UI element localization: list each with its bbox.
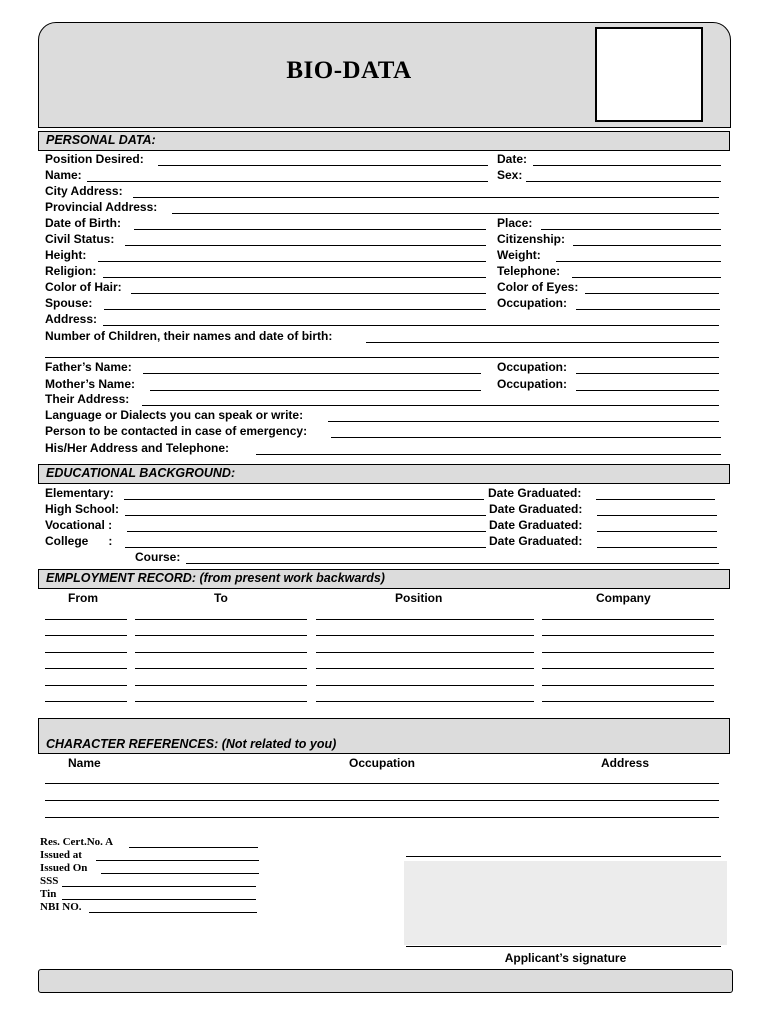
label-weight: Weight: (497, 248, 541, 262)
employment-cell-r4-c4[interactable] (542, 668, 714, 669)
label-emergency: Person to be contacted in case of emergency: (45, 424, 308, 438)
field-city-address[interactable] (133, 197, 719, 198)
label-color-of-hair: Color of Hair: (45, 280, 122, 294)
field-name[interactable] (87, 181, 488, 182)
employment-cell-r1-c3[interactable] (316, 619, 534, 620)
label-fathers-name: Father’s Name: (45, 360, 132, 374)
section-character-references: CHARACTER REFERENCES: (Not related to you) (38, 718, 730, 754)
field-provincial-address[interactable] (172, 213, 719, 214)
label-elem-date-graduated: Date Graduated: (488, 486, 582, 500)
col-company: Company (596, 591, 651, 605)
label-language: Language or Dialects you can speak or write: (45, 408, 304, 422)
employment-cell-r6-c3[interactable] (316, 701, 534, 702)
section-educational-background: EDUCATIONAL BACKGROUND: (38, 464, 730, 484)
employment-cell-r2-c3[interactable] (316, 635, 534, 636)
employment-cell-r5-c3[interactable] (316, 685, 534, 686)
employment-cell-r2-c2[interactable] (135, 635, 307, 636)
label-father-occupation: Occupation: (497, 360, 568, 374)
ref-line-3[interactable] (45, 817, 719, 818)
field-height[interactable] (98, 261, 486, 262)
employment-cell-r5-c2[interactable] (135, 685, 307, 686)
field-college[interactable] (125, 547, 486, 548)
field-vocational[interactable] (127, 531, 486, 532)
label-voc-date-graduated: Date Graduated: (489, 518, 583, 532)
employment-cell-r1-c4[interactable] (542, 619, 714, 620)
field-elementary[interactable] (124, 499, 484, 500)
field-tin[interactable] (62, 899, 256, 900)
col-from: From (68, 591, 98, 605)
label-high-school: High School: (45, 502, 119, 516)
signature-line[interactable] (406, 946, 721, 947)
employment-cell-r4-c2[interactable] (135, 668, 307, 669)
label-height: Height: (45, 248, 87, 262)
employment-cell-r6-c1[interactable] (45, 701, 127, 702)
employment-cell-r1-c2[interactable] (135, 619, 307, 620)
label-course: Course: (135, 550, 181, 564)
employment-cell-r1-c1[interactable] (45, 619, 127, 620)
label-city-address: City Address: (45, 184, 123, 198)
label-civil-status: Civil Status: (45, 232, 115, 246)
signature-top-line[interactable] (406, 856, 721, 857)
label-place: Place: (497, 216, 533, 230)
field-address[interactable] (103, 325, 719, 326)
field-children[interactable] (366, 342, 719, 343)
page-title: BIO-DATA (286, 57, 412, 84)
label-spouse-occupation: Occupation: (497, 296, 568, 310)
field-nbi[interactable] (89, 912, 257, 913)
label-mother-occupation: Occupation: (497, 377, 568, 391)
ref-line-2[interactable] (45, 800, 719, 801)
field-spouse[interactable] (104, 309, 486, 310)
label-res-cert: Res. Cert.No. A (40, 836, 114, 848)
label-date: Date: (497, 152, 528, 166)
photo-box[interactable] (595, 27, 703, 122)
field-children-cont[interactable] (45, 357, 719, 358)
employment-cell-r5-c4[interactable] (542, 685, 714, 686)
label-tin: Tin (40, 888, 57, 900)
field-fathers-name[interactable] (143, 373, 481, 374)
label-color-of-eyes: Color of Eyes: (497, 280, 579, 294)
employment-cell-r3-c1[interactable] (45, 652, 127, 653)
field-res-cert[interactable] (129, 847, 258, 848)
label-hs-date-graduated: Date Graduated: (489, 502, 583, 516)
label-provincial-address: Provincial Address: (45, 200, 158, 214)
employment-cell-r6-c4[interactable] (542, 701, 714, 702)
employment-cell-r2-c4[interactable] (542, 635, 714, 636)
field-language[interactable] (328, 421, 719, 422)
col-ref-name: Name (68, 756, 101, 770)
field-position-desired[interactable] (158, 165, 488, 166)
field-date-of-birth[interactable] (134, 229, 486, 230)
label-their-address: Their Address: (45, 392, 130, 406)
label-vocational: Vocational : (45, 518, 113, 532)
field-issued-on[interactable] (101, 873, 259, 874)
field-their-address[interactable] (142, 405, 719, 406)
label-spouse: Spouse: (45, 296, 93, 310)
field-civil-status[interactable] (125, 245, 486, 246)
label-address: Address: (45, 312, 98, 326)
label-his-her-address: His/Her Address and Telephone: (45, 441, 230, 455)
employment-cell-r4-c1[interactable] (45, 668, 127, 669)
section-personal-data: PERSONAL DATA: (38, 131, 730, 151)
field-course[interactable] (186, 563, 719, 564)
field-voc-date-graduated[interactable] (597, 531, 717, 532)
field-his-her-address[interactable] (256, 454, 721, 455)
label-date-of-birth: Date of Birth: (45, 216, 121, 230)
footer-bar (38, 969, 733, 993)
field-mother-occupation[interactable] (576, 390, 719, 391)
employment-cell-r6-c2[interactable] (135, 701, 307, 702)
label-citizenship: Citizenship: (497, 232, 565, 246)
label-issued-on: Issued On (40, 862, 88, 874)
col-to: To (214, 591, 228, 605)
field-hs-date-graduated[interactable] (597, 515, 717, 516)
label-religion: Religion: (45, 264, 97, 278)
header-banner (38, 22, 731, 128)
label-children: Number of Children, their names and date of birth: (45, 329, 333, 343)
field-telephone[interactable] (572, 277, 721, 278)
label-mothers-name: Mother’s Name: (45, 377, 136, 391)
employment-cell-r2-c1[interactable] (45, 635, 127, 636)
field-mothers-name[interactable] (150, 390, 481, 391)
label-elementary: Elementary: (45, 486, 114, 500)
col-position: Position (395, 591, 443, 605)
field-emergency[interactable] (331, 437, 721, 438)
label-sex: Sex: (497, 168, 523, 182)
field-sex[interactable] (526, 181, 721, 182)
field-place[interactable] (541, 229, 721, 230)
employment-cell-r5-c1[interactable] (45, 685, 127, 686)
signature-box[interactable] (404, 861, 727, 945)
field-religion[interactable] (103, 277, 486, 278)
field-college-date-graduated[interactable] (597, 547, 717, 548)
field-issued-at[interactable] (96, 860, 259, 861)
label-nbi: NBI NO. (40, 901, 82, 913)
field-color-of-hair[interactable] (131, 293, 486, 294)
ref-line-1[interactable] (45, 783, 719, 784)
employment-cell-r3-c2[interactable] (135, 652, 307, 653)
field-color-of-eyes[interactable] (585, 293, 719, 294)
field-father-occupation[interactable] (576, 373, 719, 374)
label-college: College : (45, 534, 113, 548)
field-citizenship[interactable] (573, 245, 721, 246)
section-employment-record: EMPLOYMENT RECORD: (from present work backwards) (38, 569, 730, 589)
field-elem-date-graduated[interactable] (596, 499, 715, 500)
col-ref-address: Address (601, 756, 650, 770)
label-telephone: Telephone: (497, 264, 561, 278)
field-weight[interactable] (556, 261, 721, 262)
label-position-desired: Position Desired: (45, 152, 144, 166)
label-name: Name: (45, 168, 82, 182)
label-issued-at: Issued at (40, 849, 82, 861)
label-sss: SSS (40, 875, 59, 887)
col-ref-occupation: Occupation (349, 756, 416, 770)
signature-label: Applicant’s signature (504, 951, 627, 965)
label-college-date-graduated: Date Graduated: (489, 534, 583, 548)
employment-cell-r3-c3[interactable] (316, 652, 534, 653)
field-high-school[interactable] (125, 515, 486, 516)
field-date[interactable] (533, 165, 721, 166)
field-sss[interactable] (62, 886, 256, 887)
employment-cell-r3-c4[interactable] (542, 652, 714, 653)
field-spouse-occupation[interactable] (576, 309, 720, 310)
employment-cell-r4-c3[interactable] (316, 668, 534, 669)
